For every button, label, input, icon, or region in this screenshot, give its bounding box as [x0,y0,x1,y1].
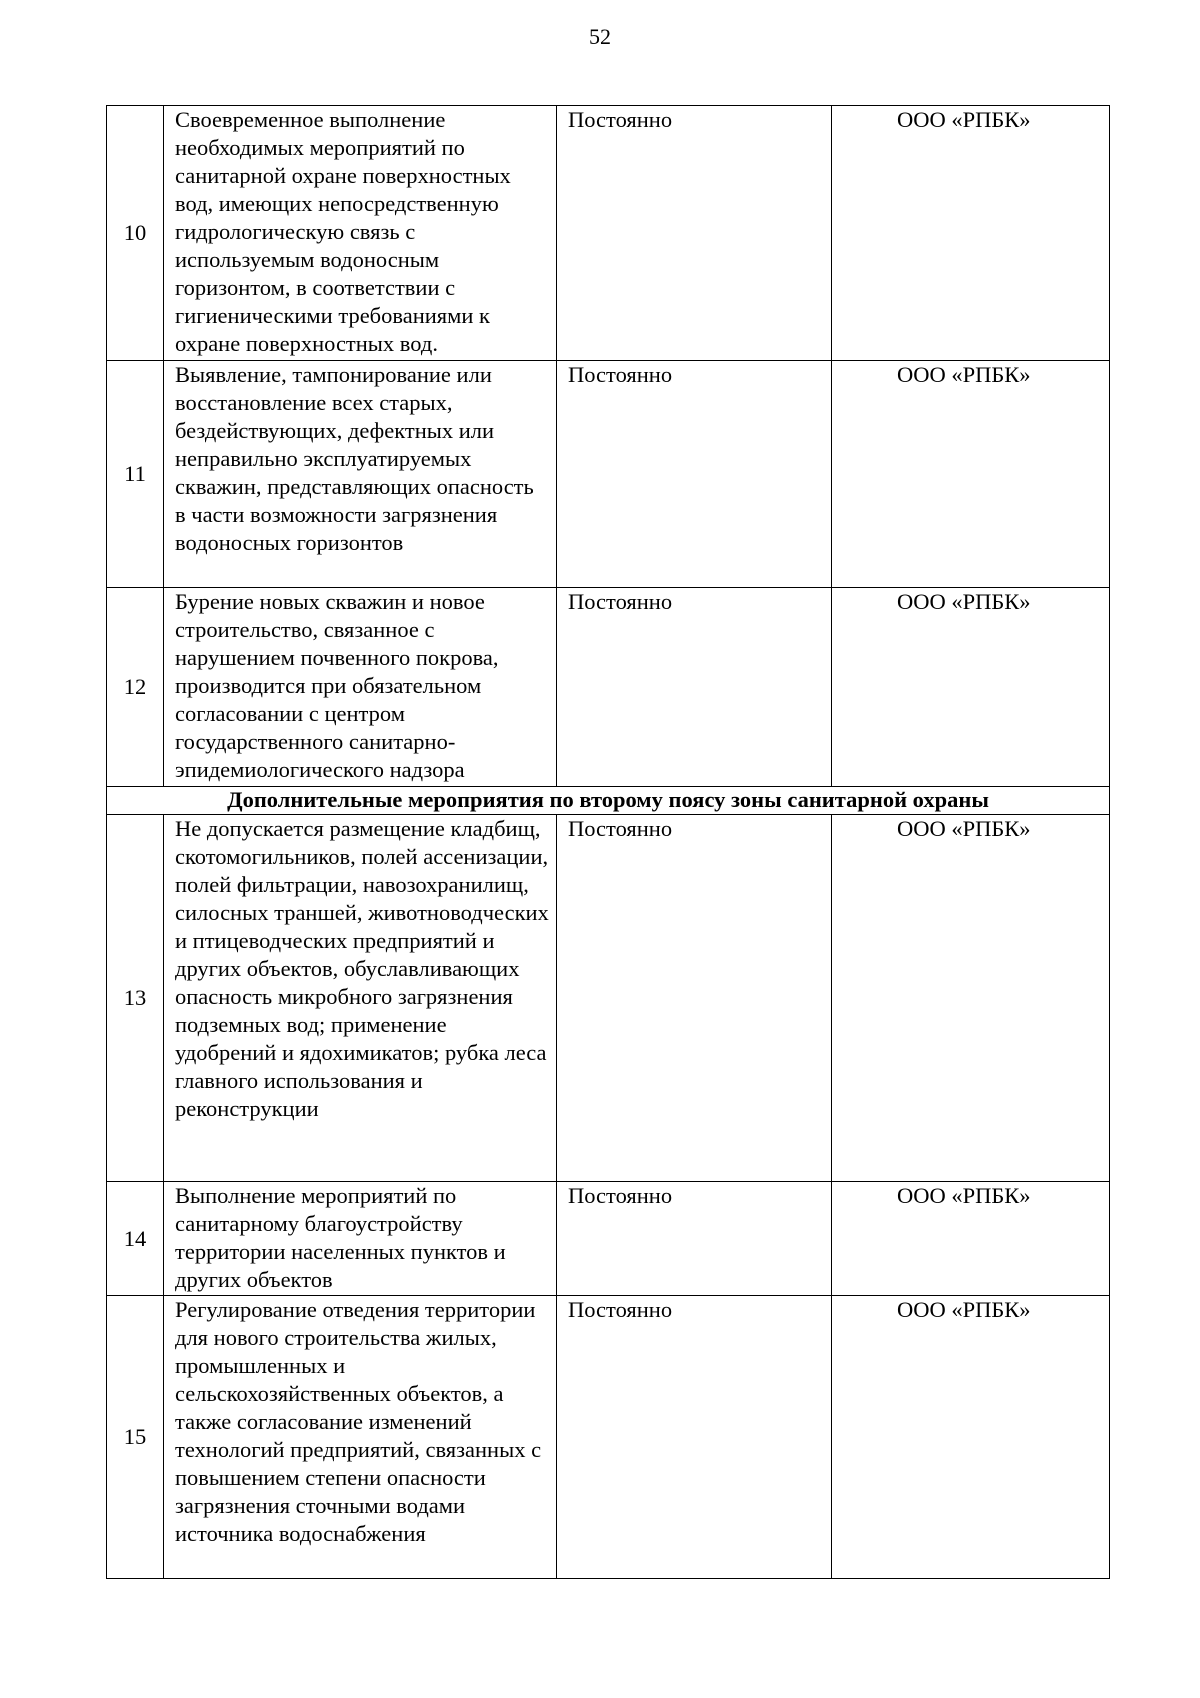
measure-text: Своевременное выполнение необходимых мероприятий по санитарной охране поверхностных вод, имеющих непосредственную гидрологическую связь с используемым водоносным горизонтом, в соответствии с гигиеническими требованиями к охране поверхностных вод. [164,106,557,361]
section-header: Дополнительные мероприятия по второму поясу зоны санитарной охраны [107,787,1110,815]
row-number: 15 [107,1296,164,1579]
table-row [107,815,1110,1182]
table-row [107,106,1110,361]
measure-text: Выявление, тампонирование или восстановление всех старых, бездействующих, дефектных или неправильно эксплуатируемых скважин, представляющих опасность в части возможности загрязнения водоносных горизонтов [164,361,557,588]
term-text: Постоянно [557,361,832,588]
measure-text: Не допускается размещение кладбищ, скотомогильников, полей ассенизации, полей фильтрации, навозохранилищ, силосных траншей, животноводческих и птицеводческих предприятий и других объектов, обуславливающих опасность микробного загрязнения подземных вод; применение удобрений и ядохимикатов; рубка леса главного использования и реконструкции [164,815,557,1182]
responsible-text: ООО «РПБК» [832,588,1110,787]
row-number: 14 [107,1182,164,1296]
page-number: 52 [589,24,611,49]
row-number: 11 [107,361,164,588]
table-row [107,588,1110,787]
term-text: Постоянно [557,1296,832,1579]
measure-text: Выполнение мероприятий по санитарному благоустройству территории населенных пунктов и других объектов [164,1182,557,1296]
responsible-text: ООО «РПБК» [832,361,1110,588]
responsible-text: ООО «РПБК» [832,1182,1110,1296]
term-text: Постоянно [557,815,832,1182]
section-header-row [107,787,1110,815]
row-number: 12 [107,588,164,787]
responsible-text: ООО «РПБК» [832,815,1110,1182]
responsible-text: ООО «РПБК» [832,106,1110,361]
measure-text: Регулирование отведения территории для нового строительства жилых, промышленных и сельскохозяйственных объектов, а также согласование изменений технологий предприятий, связанных с повышением степени опасности загрязнения сточными водами источника водоснабжения [164,1296,557,1579]
row-number: 10 [107,106,164,361]
measures-table [106,105,1110,1579]
term-text: Постоянно [557,1182,832,1296]
table-row [107,1296,1110,1579]
term-text: Постоянно [557,106,832,361]
responsible-text: ООО «РПБК» [832,1296,1110,1579]
row-number: 13 [107,815,164,1182]
table-row [107,361,1110,588]
table-row [107,1182,1110,1296]
measure-text: Бурение новых скважин и новое строительство, связанное с нарушением почвенного покрова, производится при обязательном согласовании с центром государственного санитарно-эпидемиологического надзора [164,588,557,787]
term-text: Постоянно [557,588,832,787]
